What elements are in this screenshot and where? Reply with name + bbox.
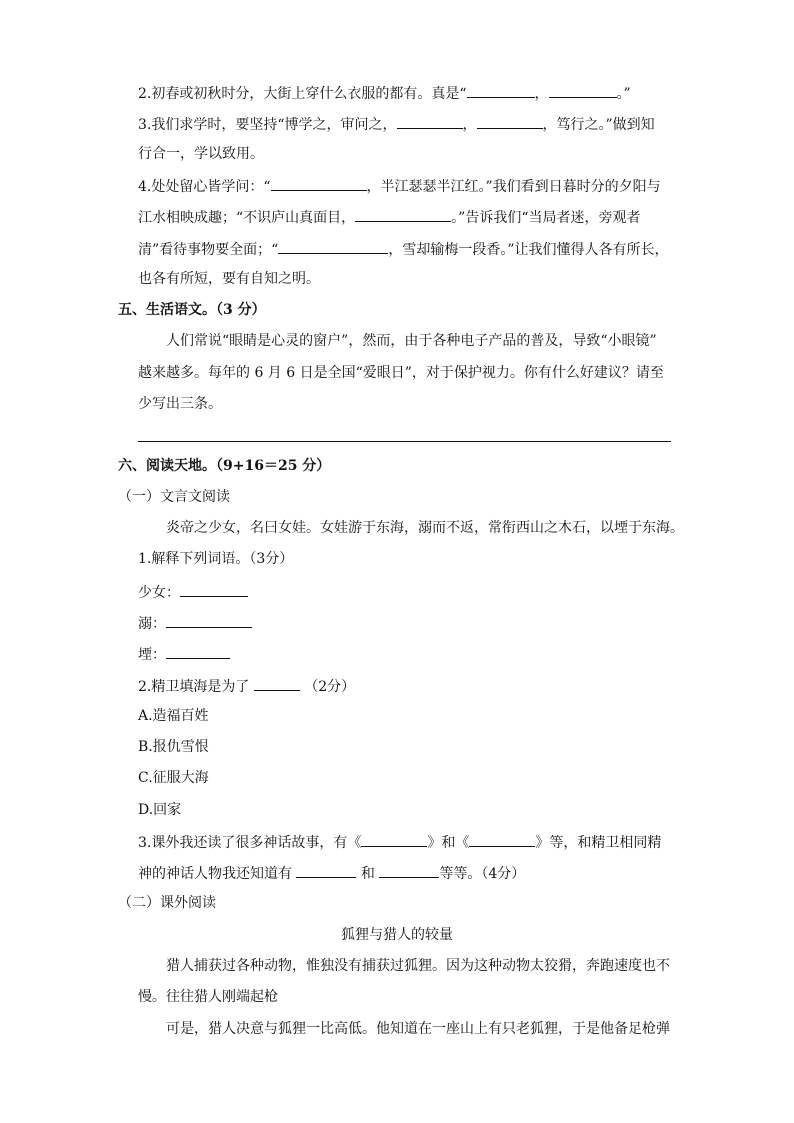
answer-blank[interactable] (549, 83, 617, 98)
section5-heading: 五、生活语文。（3 分） (118, 302, 266, 318)
q4-3-line2: 行合一，学以致用。 (138, 146, 264, 162)
answer-blank[interactable] (166, 613, 252, 628)
section6-heading: 六、阅读天地。（9+16＝25 分） (118, 458, 331, 474)
option-d[interactable]: D.回家 (138, 802, 182, 818)
option-a[interactable]: A.造福百姓 (138, 708, 209, 724)
answer-blank[interactable] (296, 863, 356, 878)
question-1: 1.解释下列词语。（3分） (138, 551, 294, 567)
classical-text: 炎帝之少女，名曰女娃。女娃游于东海，溺而不返，常衔西山之木石，以堙于东海。 (166, 520, 684, 536)
section5-para-line1: 人们常说“眼睛是心灵的窗户”，然而，由于各种电子产品的普及，导致“小眼镜” (166, 333, 657, 349)
answer-blank[interactable] (278, 239, 388, 254)
word-item: 堙： (138, 644, 230, 664)
answer-blank[interactable] (271, 176, 367, 191)
word-item: 溺： (138, 613, 252, 633)
answer-blank[interactable] (254, 676, 300, 691)
answer-blank[interactable] (397, 114, 463, 129)
part1-label: （一）文言文阅读 (118, 489, 230, 505)
q4-3-line1: 3.我们求学时，要坚持“博学之，审问之， ， ，笃行之。”做到知 (138, 114, 655, 134)
passage-para1-line1: 猎人捕获过各种动物，惟独没有捕获过狐狸。因为这种动物太狡猾，奔跑速度也不 (166, 958, 670, 974)
answer-blank[interactable] (361, 832, 427, 847)
option-b[interactable]: B.报仇雪恨 (138, 739, 209, 755)
question-2: 2.精卫填海是为了 （2分） (138, 676, 355, 696)
answer-blank[interactable] (467, 83, 535, 98)
question-3-line2: 神的神话人物我还知道有 和 等等。（4分） (138, 863, 525, 883)
answer-blank[interactable] (355, 207, 451, 222)
section5-para-line3: 少写出三条。 (138, 396, 222, 412)
answer-blank[interactable] (166, 644, 230, 659)
q4-4-line1: 4.处处留心皆学问：“ ，半江瑟瑟半江红。”我们看到日暮时分的夕阳与 (138, 176, 661, 196)
answer-blank[interactable] (379, 863, 439, 878)
option-c[interactable]: C.征服大海 (138, 770, 209, 786)
passage-title: 狐狸与猎人的较量 (341, 927, 453, 943)
answer-blank[interactable] (180, 582, 248, 597)
word-item: 少女： (138, 582, 248, 602)
answer-line[interactable] (138, 441, 671, 442)
q4-2-line: 2.初春或初秋时分，大街上穿什么衣服的都有。真是“ ， 。” (138, 83, 631, 103)
passage-para2-line1: 可是，猎人决意与狐狸一比高低。他知道在一座山上有只老狐狸，于是他备足枪弹 (166, 1021, 670, 1037)
q4-4-line2: 江水相映成趣；“不识庐山真面目， 。”告诉我们“当局者迷，旁观者 (138, 207, 641, 227)
answer-blank[interactable] (469, 832, 535, 847)
q4-4-line3: 清”看待事物要全面；“ ，雪却输梅一段香。”让我们懂得人各有所长， (138, 239, 668, 259)
q4-4-line4: 也各有所短，要有自知之明。 (138, 271, 320, 287)
part2-label: （二）课外阅读 (118, 895, 216, 911)
answer-blank[interactable] (477, 114, 543, 129)
section5-para-line2: 越来越多。每年的 6 月 6 日是全国“爱眼日”，对于保护视力。你有什么好建议？请至 (138, 365, 664, 381)
question-3-line1: 3.课外我还读了很多神话故事，有《 》和《 》等，和精卫相同精 (138, 832, 661, 852)
passage-para1-line2: 慢。往往猎人刚端起枪 (138, 989, 278, 1005)
